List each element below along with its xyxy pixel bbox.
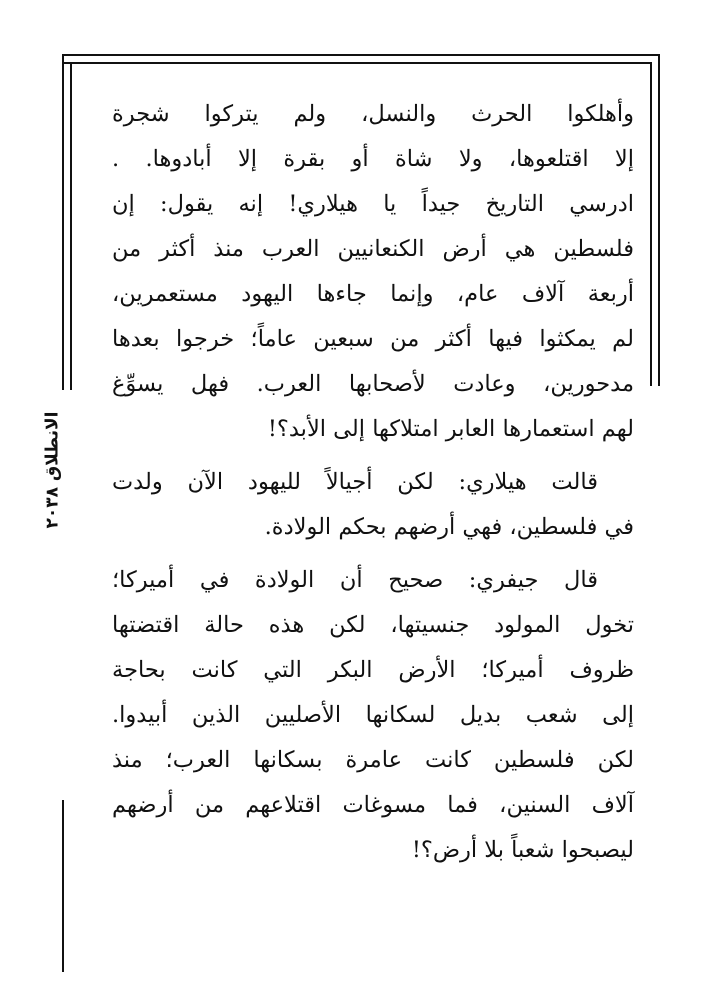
text-line: أربعة آلاف عام، وإنما جاءها اليهود مستعمرين، [112, 281, 634, 307]
frame-left-line-bottom [62, 800, 64, 972]
frame-top-line-outer [62, 54, 660, 56]
text-line: ادرسي التاريخ جيداً يا هيلاري! إنه يقول: إن [112, 191, 634, 217]
frame-right-line-outer [658, 54, 660, 386]
text-line: وأهلكوا الحرث والنسل، ولم يتركوا شجرة [112, 101, 634, 127]
page-body [112, 92, 634, 881]
book-year: ٢٠٣٨ [42, 486, 63, 529]
book-title: الانطلاق [42, 411, 63, 482]
paragraph-1 [112, 92, 634, 452]
paragraph-2 [112, 460, 634, 550]
frame-left-line-inner [70, 62, 72, 390]
frame-left-line-outer [62, 54, 64, 390]
text-line: تخول المولود جنسيتها، لكن هذه حالة اقتضتها [112, 612, 634, 638]
running-header-text [42, 412, 62, 529]
text-line: إلا اقتلعوها، ولا شاة أو بقرة إلا أبادوها. . [112, 146, 634, 172]
running-header [22, 390, 82, 550]
text-line: في فلسطين، فهي أرضهم بحكم الولادة. [264, 514, 634, 540]
text-line: مدحورين، وعادت لأصحابها العرب. فهل يسوِّغ [112, 371, 634, 397]
text-line: فلسطين هي أرض الكنعانيين العرب منذ أكثر من [112, 236, 634, 262]
text-line: قال جيفري: صحيح أن الولادة في أميركا؛ [112, 567, 598, 593]
text-line: لهم استعمارها العابر امتلاكها إلى الأبد؟! [267, 416, 634, 442]
text-line: قالت هيلاري: لكن أجيالاً لليهود الآن ولدت [112, 469, 598, 495]
text-line: ليصبحوا شعباً بلا أرض؟! [411, 837, 634, 863]
paragraph-3 [112, 558, 634, 873]
frame-right-line-inner [650, 62, 652, 386]
text-line: آلاف السنين، فما مسوغات اقتلاعهم من أرضهم [112, 792, 634, 818]
text-line: ظروف أميركا؛ الأرض البكر التي كانت بحاجة [112, 657, 634, 683]
text-line: لم يمكثوا فيها أكثر من سبعين عاماً؛ خرجوا بعدها [112, 326, 634, 352]
frame-top-line-inner [62, 62, 652, 64]
text-line: لكن فلسطين كانت عامرة بسكانها العرب؛ منذ [112, 747, 634, 773]
text-line: إلى شعب بديل لسكانها الأصليين الذين أبيدوا. [112, 702, 634, 728]
